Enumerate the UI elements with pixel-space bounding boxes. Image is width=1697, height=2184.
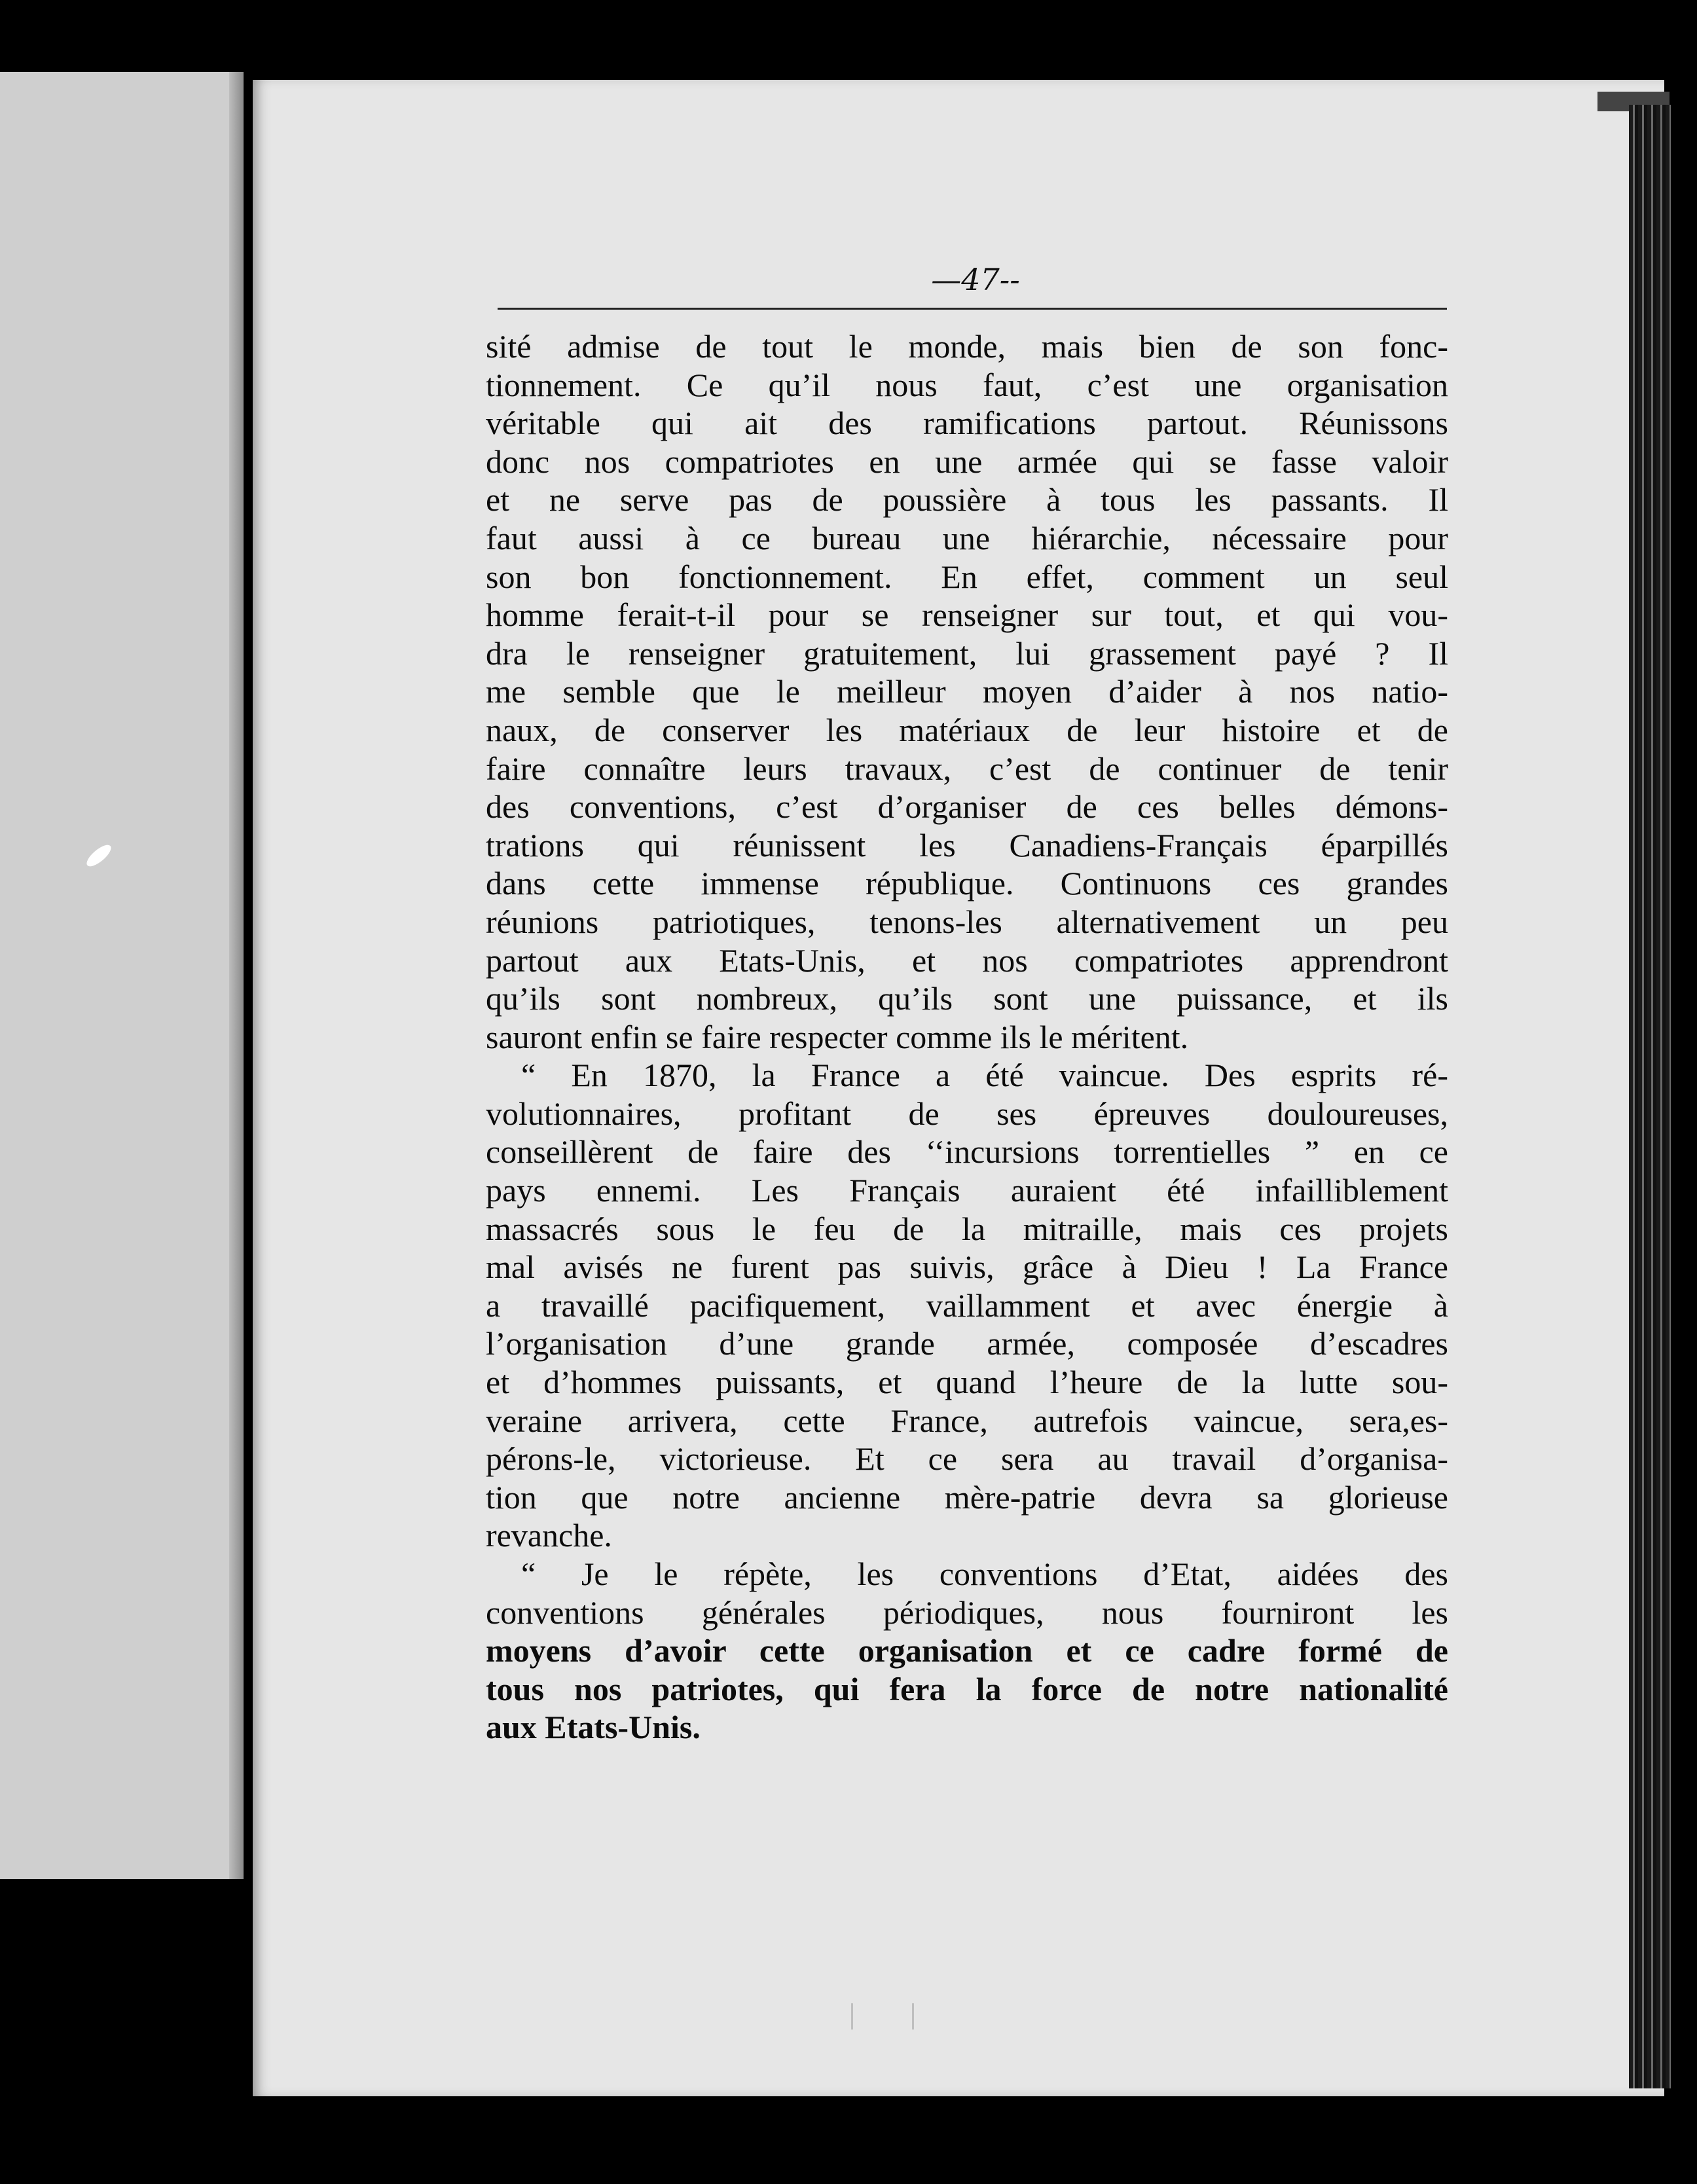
text-line: des conventions, c’est d’organiser de ces belles démons- — [486, 788, 1448, 826]
text-line: volutionnaires, profitant de ses épreuves douloureuses, — [486, 1095, 1448, 1132]
text-line: faut aussi à ce bureau une hiérarchie, nécessaire pour — [486, 519, 1448, 556]
text-line: et ne serve pas de poussière à tous les passants. Il — [486, 481, 1448, 519]
text-line: sauront enfin se faire respecter comme ils le méritent. — [486, 1018, 1189, 1055]
text-line: veraine arrivera, cette France, autrefois vaincue, sera,es- — [486, 1402, 1448, 1439]
text-line: revanche. — [486, 1517, 612, 1554]
text-line: “ En 1870, la France a été vaincue. Des esprits ré- — [521, 1057, 1448, 1094]
text-line: partout aux Etats-Unis, et nos compatriotes apprendront — [486, 941, 1448, 979]
text-line: pérons-le, victorieuse. Et ce sera au travail d’organisa- — [486, 1440, 1448, 1478]
text-line: conventions générales périodiques, nous fourniront les — [486, 1593, 1448, 1631]
text-line: dra le renseigner gratuitement, lui grassement payé ? Il — [486, 634, 1448, 672]
page-crease — [851, 2003, 914, 2029]
text-line: tionnement. Ce qu’il nous faut, c’est une organisation — [486, 366, 1448, 403]
text-line: homme ferait-t-il pour se renseigner sur tout, et qui vou- — [486, 596, 1448, 634]
paragraph-1 — [486, 327, 1448, 1056]
text-line: massacrés sous le feu de la mitraille, mais ces projets — [486, 1210, 1448, 1247]
left-page — [0, 72, 244, 1879]
text-line: donc nos compatriotes en une armée qui se fasse valoir — [486, 443, 1448, 480]
page-stack-edge — [1629, 105, 1671, 2088]
text-line: aux Etats-Unis. — [486, 1709, 701, 1746]
text-line: sité admise de tout le monde, mais bien de son fonc- — [486, 328, 1448, 365]
text-line: pays ennemi. Les Français auraient été infailliblement — [486, 1172, 1448, 1209]
text-line: tion que notre ancienne mère-patrie devra sa glorieuse — [486, 1478, 1448, 1516]
text-line: moyens d’avoir cette organisation et ce cadre formé de — [486, 1632, 1448, 1669]
text-line: “ Je le répète, les conventions d’Etat, aidées des — [521, 1556, 1448, 1592]
text-line: réunions patriotiques, tenons-les alternativement un peu — [486, 903, 1448, 940]
body-text — [486, 327, 1448, 1747]
text-line: mal avisés ne furent pas suivis, grâce à Dieu ! La France — [486, 1248, 1448, 1286]
paragraph-2 — [486, 1056, 1448, 1555]
text-line: l’organisation d’une grande armée, composée d’escadres — [486, 1325, 1448, 1362]
text-line: et d’hommes puissants, et quand l’heure de la lutte sou- — [486, 1364, 1448, 1401]
left-page-gutter — [229, 72, 244, 1879]
text-line: naux, de conserver les matériaux de leur histoire et de — [486, 711, 1448, 748]
text-line: véritable qui ait des ramifications partout. Réunissons — [486, 405, 1448, 442]
page-number: —47-- — [931, 262, 1020, 297]
text-line: faire connaître leurs travaux, c’est de continuer de tenir — [486, 750, 1448, 787]
text-line: qu’ils sont nombreux, qu’ils sont une puissance, et ils — [486, 980, 1448, 1017]
text-line: trations qui réunissent les Canadiens-Français éparpillés — [486, 826, 1448, 864]
text-line: dans cette immense république. Continuons ces grandes — [486, 865, 1448, 902]
text-line: son bon fonctionnement. En effet, comment un seul — [486, 558, 1448, 595]
text-line: conseillèrent de faire des ‘‘incursions torrentielles ” en ce — [486, 1133, 1448, 1171]
paragraph-3 — [486, 1555, 1448, 1747]
text-line: a travaillé pacifiquement, vaillamment et avec énergie à — [486, 1286, 1448, 1324]
header-rule — [498, 308, 1447, 310]
text-line: me semble que le meilleur moyen d’aider à nos natio- — [486, 673, 1448, 710]
text-line: tous nos patriotes, qui fera la force de notre nationalité — [486, 1670, 1448, 1707]
